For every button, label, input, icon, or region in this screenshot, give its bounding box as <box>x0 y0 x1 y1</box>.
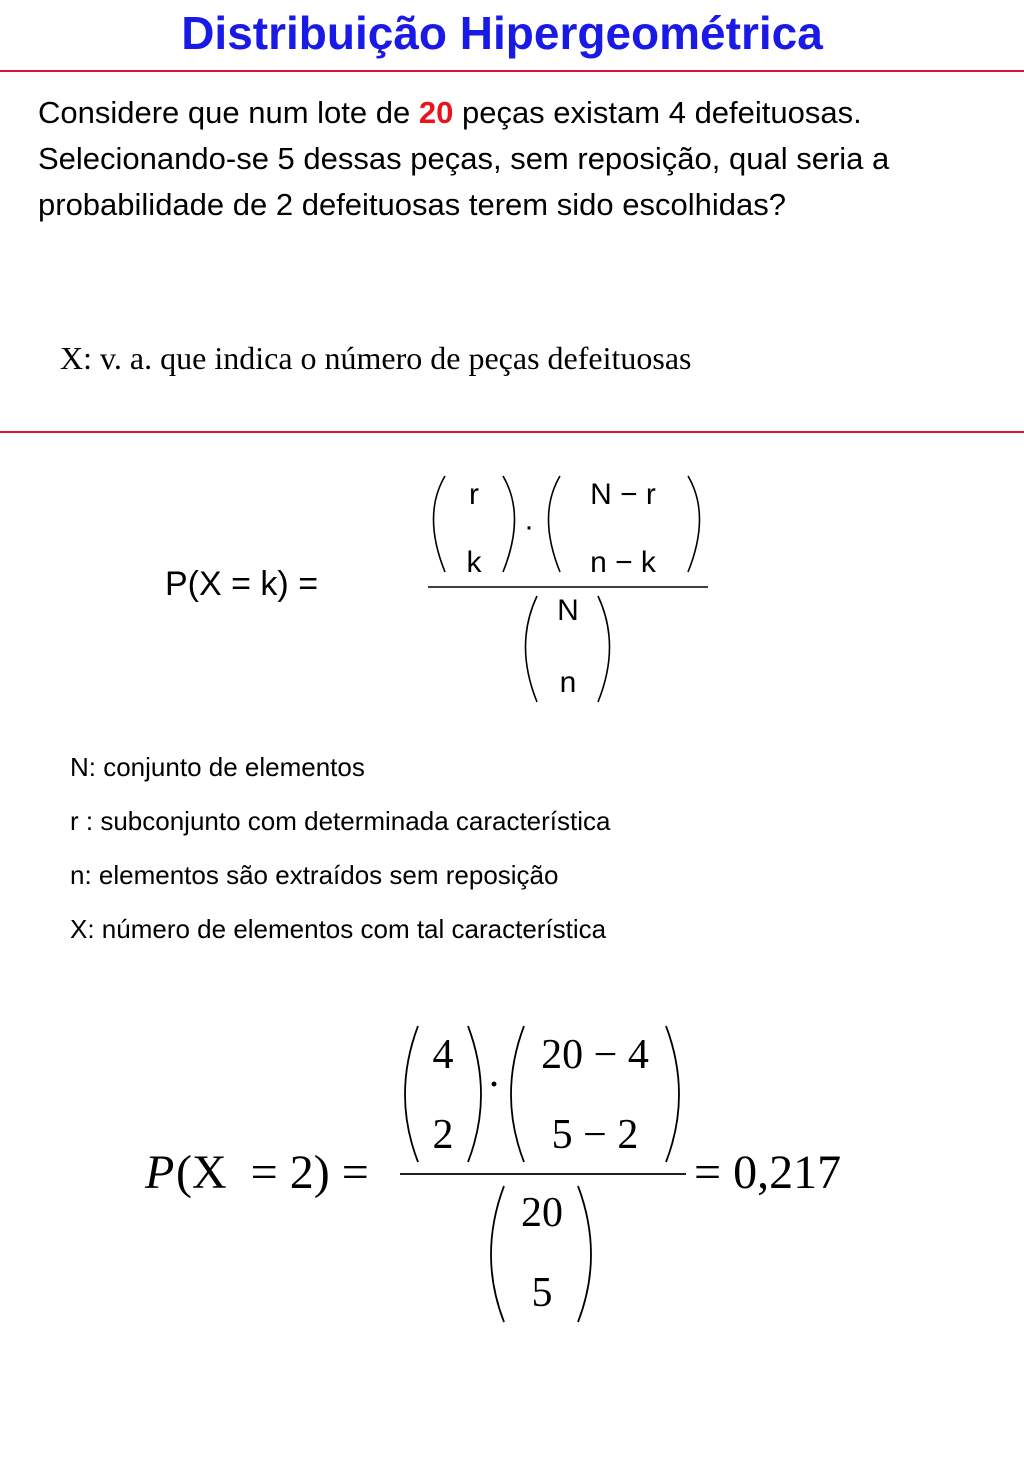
binomial-n: n <box>559 666 577 699</box>
problem-text-part1: Considere que num lote de <box>38 95 419 130</box>
definition-item: X: número de elementos com tal característica <box>70 914 607 944</box>
example-formula <box>0 1010 1024 1340</box>
paren-left <box>511 1026 524 1162</box>
title-divider <box>0 70 1024 72</box>
section-divider <box>0 431 1024 433</box>
paren-right <box>503 476 515 572</box>
binomial-4: 4 <box>432 1032 454 1078</box>
example-result: = 0,217 <box>694 1146 842 1199</box>
paren-right <box>666 1026 679 1162</box>
binomial-r: r <box>469 478 479 511</box>
definition-item: r : subconjunto com determinada característica <box>70 806 611 836</box>
random-variable-definition: X: v. a. que indica o número de peças defeituosas <box>60 340 692 376</box>
page-title: Distribuição Hipergeométrica <box>181 7 823 59</box>
paren-left <box>549 476 561 572</box>
paren-left <box>491 1186 504 1322</box>
definition-item: N: conjunto de elementos <box>70 752 365 782</box>
problem-statement <box>38 90 988 228</box>
binomial-N: N <box>557 594 579 627</box>
paren-left <box>526 596 538 702</box>
problem-highlight: 20 <box>418 95 454 130</box>
binomial-n-minus-k: n − k <box>590 546 656 579</box>
paren-right <box>688 476 700 572</box>
paren-right <box>598 596 610 702</box>
definition-item: n: elementos são extraídos sem reposição <box>70 860 559 890</box>
product-dot: · <box>524 510 534 543</box>
paren-right <box>578 1186 591 1322</box>
paren-left <box>434 476 446 572</box>
binomial-2: 2 <box>432 1112 454 1158</box>
example-lhs-rest: (X = 2) = <box>176 1146 369 1199</box>
paren-left <box>405 1026 418 1162</box>
paren-right <box>468 1026 481 1162</box>
binomial-k: k <box>466 546 482 579</box>
binomial-5-minus-2: 5 − 2 <box>551 1112 639 1158</box>
problem-text-part2: peças existam 4 defeituosas. Selecionando-se 5 dessas peças, sem reposição, qual seria a probabilidade de 2 defeituosas terem sido escolhidas? <box>38 95 890 222</box>
product-dot: · <box>487 1062 501 1108</box>
general-formula <box>0 440 1024 720</box>
binomial-20-minus-4: 20 − 4 <box>541 1032 649 1078</box>
binomial-N-minus-r: N − r <box>590 478 656 511</box>
example-lhs-P: P <box>145 1146 175 1199</box>
general-formula-lhs: P(X = k) = <box>165 565 319 603</box>
binomial-5: 5 <box>531 1270 553 1316</box>
binomial-20: 20 <box>521 1190 563 1236</box>
